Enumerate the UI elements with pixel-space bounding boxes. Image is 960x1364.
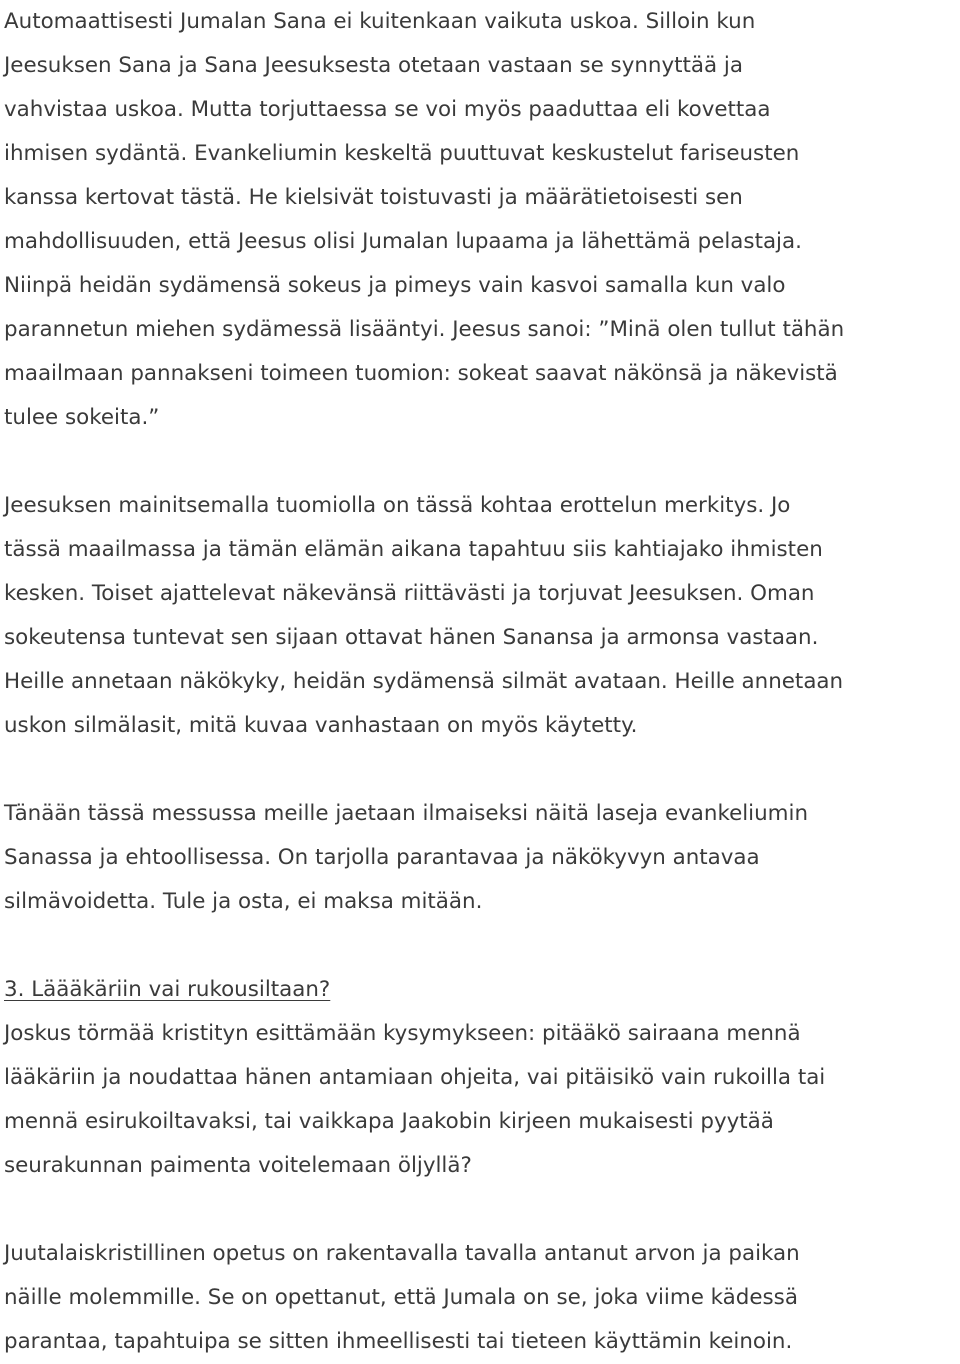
paragraph-4: [4, 1012, 960, 1188]
text-line: tulee sokeita.”: [4, 405, 160, 430]
text-line: silmävoidetta. Tule ja osta, ei maksa mitään.: [4, 889, 483, 914]
paragraph-spacer: [4, 440, 960, 484]
section-heading-block: [4, 968, 960, 1012]
paragraph-1: [4, 0, 960, 440]
text-line: maailmaan pannakseni toimeen tuomion: sokeat saavat näkönsä ja näkevistä: [4, 361, 838, 386]
paragraph-spacer: [4, 748, 960, 792]
text-line: Joskus törmää kristityn esittämään kysymykseen: pitääkö sairaana mennä: [4, 1021, 801, 1046]
section-heading: 3. Läääkäriin vai rukousiltaan?: [4, 977, 331, 1002]
paragraph-2: [4, 484, 960, 748]
text-line: parannetun miehen sydämessä lisääntyi. Jeesus sanoi: ”Minä olen tullut tähän: [4, 317, 845, 342]
text-line: tässä maailmassa ja tämän elämän aikana tapahtuu siis kahtiajako ihmisten: [4, 537, 823, 562]
text-line: Sanassa ja ehtoollisessa. On tarjolla parantavaa ja näkökyvyn antavaa: [4, 845, 760, 870]
paragraph-spacer: [4, 924, 960, 968]
text-line: vahvistaa uskoa. Mutta torjuttaessa se voi myös paaduttaa eli kovettaa: [4, 97, 771, 122]
paragraph-spacer: [4, 1188, 960, 1232]
text-line: seurakunnan paimenta voitelemaan öljyllä?: [4, 1153, 472, 1178]
text-line: näille molemmille. Se on opettanut, että Jumala on se, joka viime kädessä: [4, 1285, 798, 1310]
text-line: uskon silmälasit, mitä kuvaa vanhastaan on myös käytetty.: [4, 713, 638, 738]
text-line: ihmisen sydäntä. Evankeliumin keskeltä puuttuvat keskustelut fariseusten: [4, 141, 800, 166]
text-line: sokeutensa tuntevat sen sijaan ottavat hänen Sanansa ja armonsa vastaan.: [4, 625, 819, 650]
text-line: mennä esirukoiltavaksi, tai vaikkapa Jaakobin kirjeen mukaisesti pyytää: [4, 1109, 774, 1134]
text-line: Niinpä heidän sydämensä sokeus ja pimeys vain kasvoi samalla kun valo: [4, 273, 786, 298]
text-line: Heille annetaan näkökyky, heidän sydämensä silmät avataan. Heille annetaan: [4, 669, 844, 694]
text-line: Juutalaiskristillinen opetus on rakentavalla tavalla antanut arvon ja paikan: [4, 1241, 800, 1266]
text-line: kanssa kertovat tästä. He kielsivät toistuvasti ja määrätietoisesti sen: [4, 185, 743, 210]
text-line: parantaa, tapahtuipa se sitten ihmeellisesti tai tieteen käyttämin keinoin.: [4, 1329, 793, 1354]
paragraph-5: [4, 1232, 960, 1364]
text-line: kesken. Toiset ajattelevat näkevänsä riittävästi ja torjuvat Jeesuksen. Oman: [4, 581, 815, 606]
text-line: Tänään tässä messussa meille jaetaan ilmaiseksi näitä laseja evankeliumin: [4, 801, 809, 826]
paragraph-3: [4, 792, 960, 924]
text-line: Jeesuksen Sana ja Sana Jeesuksesta otetaan vastaan se synnyttää ja: [4, 53, 743, 78]
text-line: Jeesuksen mainitsemalla tuomiolla on tässä kohtaa erottelun merkitys. Jo: [4, 493, 791, 518]
text-line: Automaattisesti Jumalan Sana ei kuitenkaan vaikuta uskoa. Silloin kun: [4, 9, 756, 34]
document-page: [4, 0, 960, 1364]
text-line: lääkäriin ja noudattaa hänen antamiaan ohjeita, vai pitäisikö vain rukoilla tai: [4, 1065, 826, 1090]
text-line: mahdollisuuden, että Jeesus olisi Jumalan lupaama ja lähettämä pelastaja.: [4, 229, 802, 254]
